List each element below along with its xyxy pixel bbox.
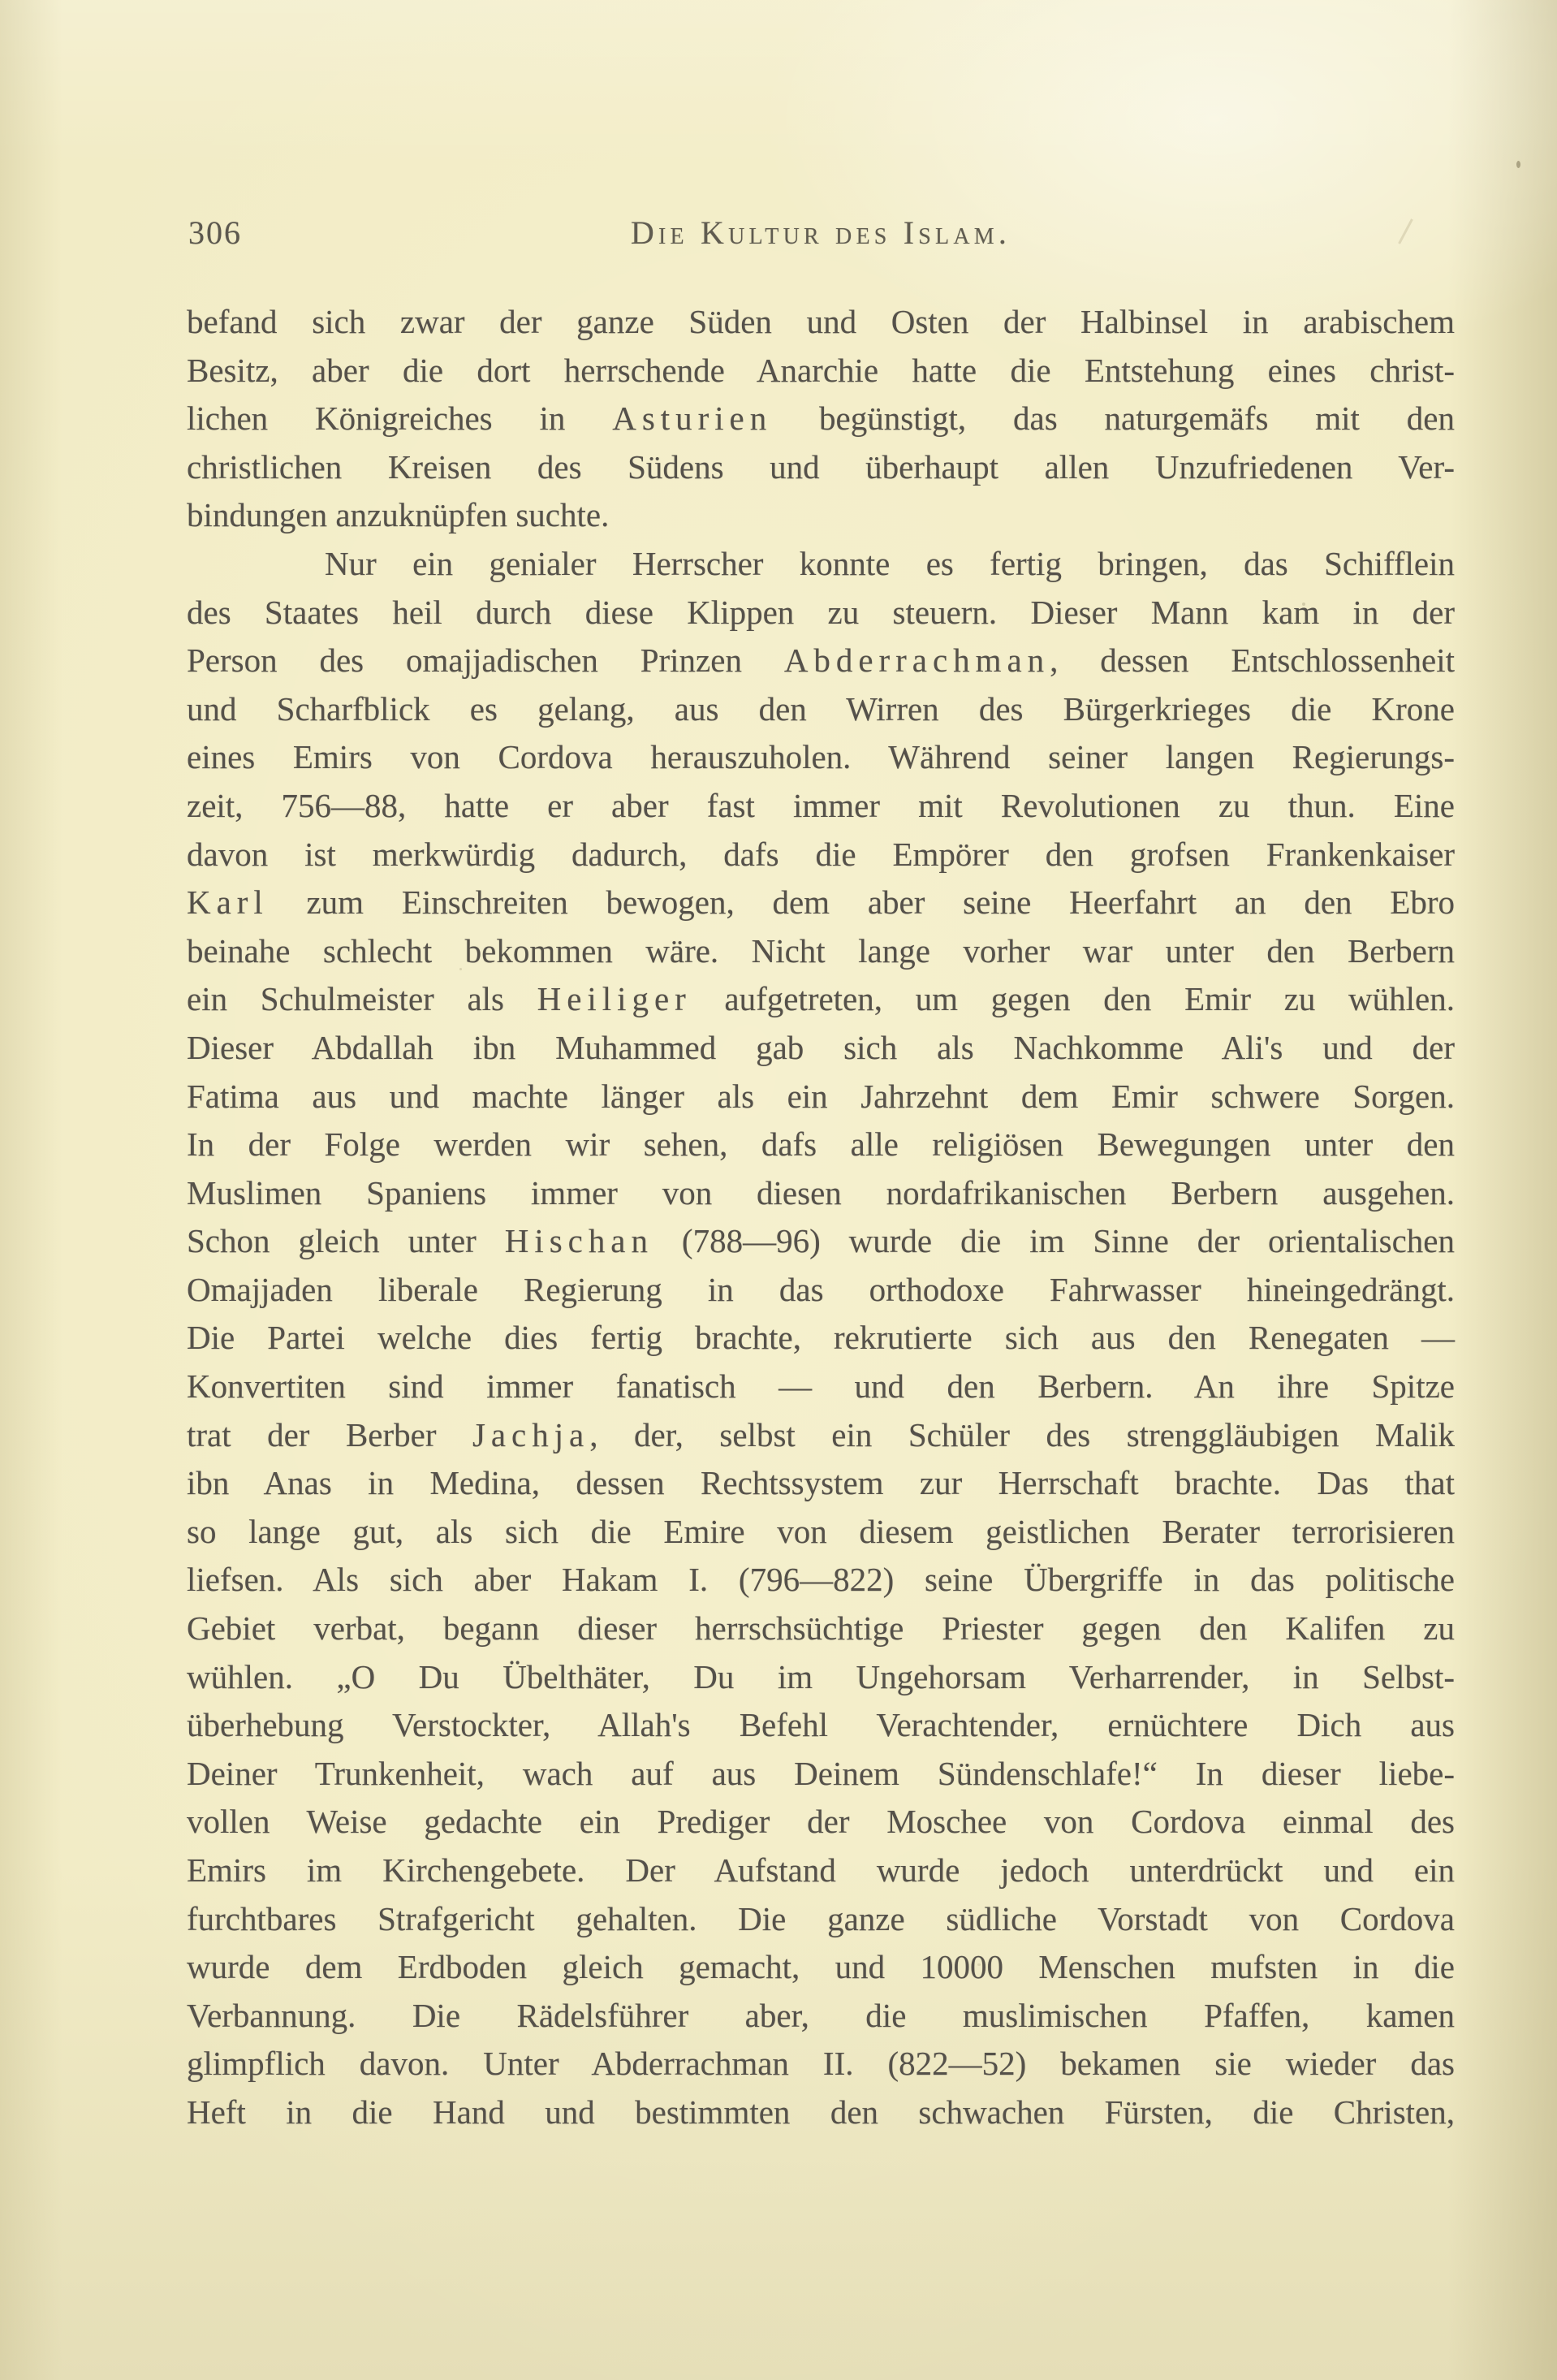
text-segment: Person des omajjadischen Prinzen bbox=[187, 641, 784, 680]
text-line bbox=[187, 927, 1455, 976]
text-segment: wühlen. „O Du Übelthäter, Du im Ungehorsam Verharrender, in Selbst- bbox=[187, 1657, 1455, 1695]
text-line bbox=[187, 1411, 1455, 1460]
text-line bbox=[187, 1895, 1455, 1944]
letterspaced-word: Hischan bbox=[504, 1222, 653, 1260]
page-number: 306 bbox=[188, 214, 242, 251]
text-segment: so lange gut, als sich die Emire von diesem geistlichen Berater terrorisieren bbox=[187, 1512, 1455, 1550]
text-line bbox=[187, 1750, 1455, 1799]
text-segment: aufgetreten, um gegen den Emir zu wühlen. bbox=[691, 980, 1455, 1018]
text-segment: trat der Berber bbox=[187, 1415, 472, 1453]
text-segment: zeit, 756—88, hatte er aber fast immer mit Revolutionen zu thun. Eine bbox=[187, 786, 1455, 824]
text-segment: Emirs im Kirchengebete. Der Aufstand wurde jedoch unterdrückt und ein bbox=[187, 1851, 1455, 1889]
text-line bbox=[187, 1847, 1455, 1895]
running-header-title: Die Kultur des Islam. bbox=[630, 214, 1011, 251]
text-segment: beinahe schlecht bekommen wäre. Nicht lange vorher war unter den Berbern bbox=[187, 931, 1455, 970]
text-segment: bindungen anzuknüpfen suchte. bbox=[187, 496, 610, 534]
text-line bbox=[187, 1266, 1455, 1315]
text-segment: christlichen Kreisen des Südens und überhaupt allen Unzufriedenen Ver- bbox=[187, 447, 1455, 486]
text-segment: Gebiet verbat, begann dieser herrschsüchtige Priester gegen den Kalifen zu bbox=[187, 1609, 1455, 1648]
text-line bbox=[187, 2088, 1455, 2137]
text-segment: ibn Anas in Medina, dessen Rechtssystem zur Herrschaft brachte. Das that bbox=[187, 1464, 1455, 1502]
text-line bbox=[187, 685, 1455, 734]
text-segment: furchtbares Strafgericht gehalten. Die ganze südliche Vorstadt von Cordova bbox=[187, 1899, 1455, 1937]
text-line bbox=[187, 637, 1455, 685]
text-line bbox=[187, 443, 1455, 492]
text-line bbox=[187, 347, 1455, 395]
text-segment: ein Schulmeister als bbox=[187, 980, 537, 1018]
text-segment: Nur ein genialer Herrscher konnte es fertig bringen, das Schifflein bbox=[325, 544, 1455, 582]
text-segment: eines Emirs von Cordova herauszuholen. Während seiner langen Regierungs- bbox=[187, 738, 1455, 776]
text-line bbox=[187, 1363, 1455, 1411]
text-line bbox=[187, 1556, 1455, 1605]
text-line bbox=[187, 1798, 1455, 1847]
text-segment: begünstigt, das naturgemäfs mit den bbox=[772, 400, 1455, 438]
text-line bbox=[187, 491, 1455, 540]
text-line bbox=[187, 2040, 1455, 2088]
text-line bbox=[187, 1121, 1455, 1169]
text-segment: des Staates heil durch diese Klippen zu steuern. Dieser Mann kam in der bbox=[187, 593, 1455, 631]
text-segment: und Scharfblick es gelang, aus den Wirren des Bürgerkrieges die Krone bbox=[187, 689, 1455, 728]
body-text bbox=[187, 298, 1455, 2137]
paper-speck bbox=[1516, 161, 1520, 168]
text-segment: vollen Weise gedachte ein Prediger der Moschee von Cordova einmal des bbox=[187, 1803, 1455, 1841]
paper-speck bbox=[1302, 603, 1305, 606]
text-segment: glimpflich davon. Unter Abderrachman II. (822—52) bekamen sie wieder das bbox=[187, 2045, 1455, 2083]
text-segment: Konvertiten sind immer fanatisch — und den Berbern. An ihre Spitze bbox=[187, 1367, 1455, 1406]
text-segment: Deiner Trunkenheit, wach auf aus Deinem Sündenschlafe!“ In dieser liebe- bbox=[187, 1754, 1455, 1792]
text-segment: liefsen. Als sich aber Hakam I. (796—822) seine Übergriffe in das politische bbox=[187, 1561, 1455, 1599]
text-line bbox=[187, 975, 1455, 1024]
text-line bbox=[187, 1073, 1455, 1121]
text-line bbox=[187, 395, 1455, 443]
text-segment: Besitz, aber die dort herrschende Anarchie hatte die Entstehung eines christ- bbox=[187, 351, 1455, 389]
text-segment: Die Partei welche dies fertig brachte, rekrutierte sich aus den Renegaten — bbox=[187, 1319, 1455, 1357]
text-line bbox=[187, 1943, 1455, 1992]
text-line bbox=[187, 782, 1455, 831]
text-segment: Heft in die Hand und bestimmten den schwachen Fürsten, die Christen, bbox=[187, 2093, 1455, 2131]
letterspaced-word: Asturien bbox=[612, 400, 773, 438]
text-line bbox=[187, 1992, 1455, 2041]
paper-speck bbox=[977, 1963, 981, 1966]
text-segment: Muslimen Spaniens immer von diesen nordafrikanischen Berbern ausgehen. bbox=[187, 1173, 1455, 1212]
text-line bbox=[187, 879, 1455, 927]
text-line bbox=[187, 1459, 1455, 1508]
text-segment: , der, selbst ein Schüler des strenggläubigen Malik bbox=[589, 1415, 1455, 1453]
text-segment: befand sich zwar der ganze Süden und Osten der Halbinsel in arabischem bbox=[187, 303, 1455, 340]
letterspaced-word: Karl bbox=[187, 883, 269, 922]
text-segment: Schon gleich unter bbox=[187, 1222, 505, 1260]
text-line bbox=[187, 1508, 1455, 1557]
text-segment: (788—96) wurde die im Sinne der orientalischen bbox=[653, 1222, 1455, 1260]
text-segment: Omajjaden liberale Regierung in das orthodoxe Fahrwasser hineingedrängt. bbox=[187, 1270, 1455, 1308]
text-line bbox=[187, 1605, 1455, 1653]
text-segment: wurde dem Erdboden gleich gemacht, und 10000 Menschen mufsten in die bbox=[187, 1948, 1455, 1986]
text-segment: davon ist merkwürdig dadurch, dafs die Empörer den grofsen Frankenkaiser bbox=[187, 835, 1455, 873]
text-line bbox=[187, 1024, 1455, 1073]
letterspaced-word: Jachja bbox=[472, 1415, 590, 1453]
text-line bbox=[187, 540, 1455, 589]
text-segment: Verbannung. Die Rädelsführer aber, die muslimischen Pfaffen, kamen bbox=[187, 1996, 1455, 2034]
text-segment: Fatima aus und machte länger als ein Jahrzehnt dem Emir schwere Sorgen. bbox=[187, 1077, 1455, 1115]
text-segment: zum Einschreiten bewogen, dem aber seine Heerfahrt an den Ebro bbox=[268, 883, 1455, 922]
letterspaced-word: Abderrachman bbox=[783, 641, 1050, 680]
text-line bbox=[187, 589, 1455, 637]
text-line bbox=[187, 1169, 1455, 1218]
text-segment: Dieser Abdallah ibn Muhammed gab sich als Nachkomme Ali's und der bbox=[187, 1028, 1455, 1066]
running-header-row bbox=[187, 213, 1455, 257]
text-line bbox=[187, 1701, 1455, 1750]
text-line bbox=[187, 1314, 1455, 1363]
text-segment: lichen Königreiches in bbox=[187, 400, 613, 438]
letterspaced-word: Heiliger bbox=[537, 980, 692, 1018]
text-segment: , dessen Entschlossenheit bbox=[1050, 641, 1455, 680]
text-segment: In der Folge werden wir sehen, dafs alle religiösen Bewegungen unter den bbox=[187, 1125, 1455, 1164]
text-line bbox=[187, 1217, 1455, 1266]
text-line bbox=[187, 1653, 1455, 1702]
text-segment: überhebung Verstockter, Allah's Befehl Verachtender, ernüchtere Dich aus bbox=[187, 1706, 1455, 1744]
text-line bbox=[187, 831, 1455, 879]
paper-speck bbox=[459, 968, 462, 970]
text-line bbox=[187, 298, 1455, 347]
text-line bbox=[187, 733, 1455, 782]
